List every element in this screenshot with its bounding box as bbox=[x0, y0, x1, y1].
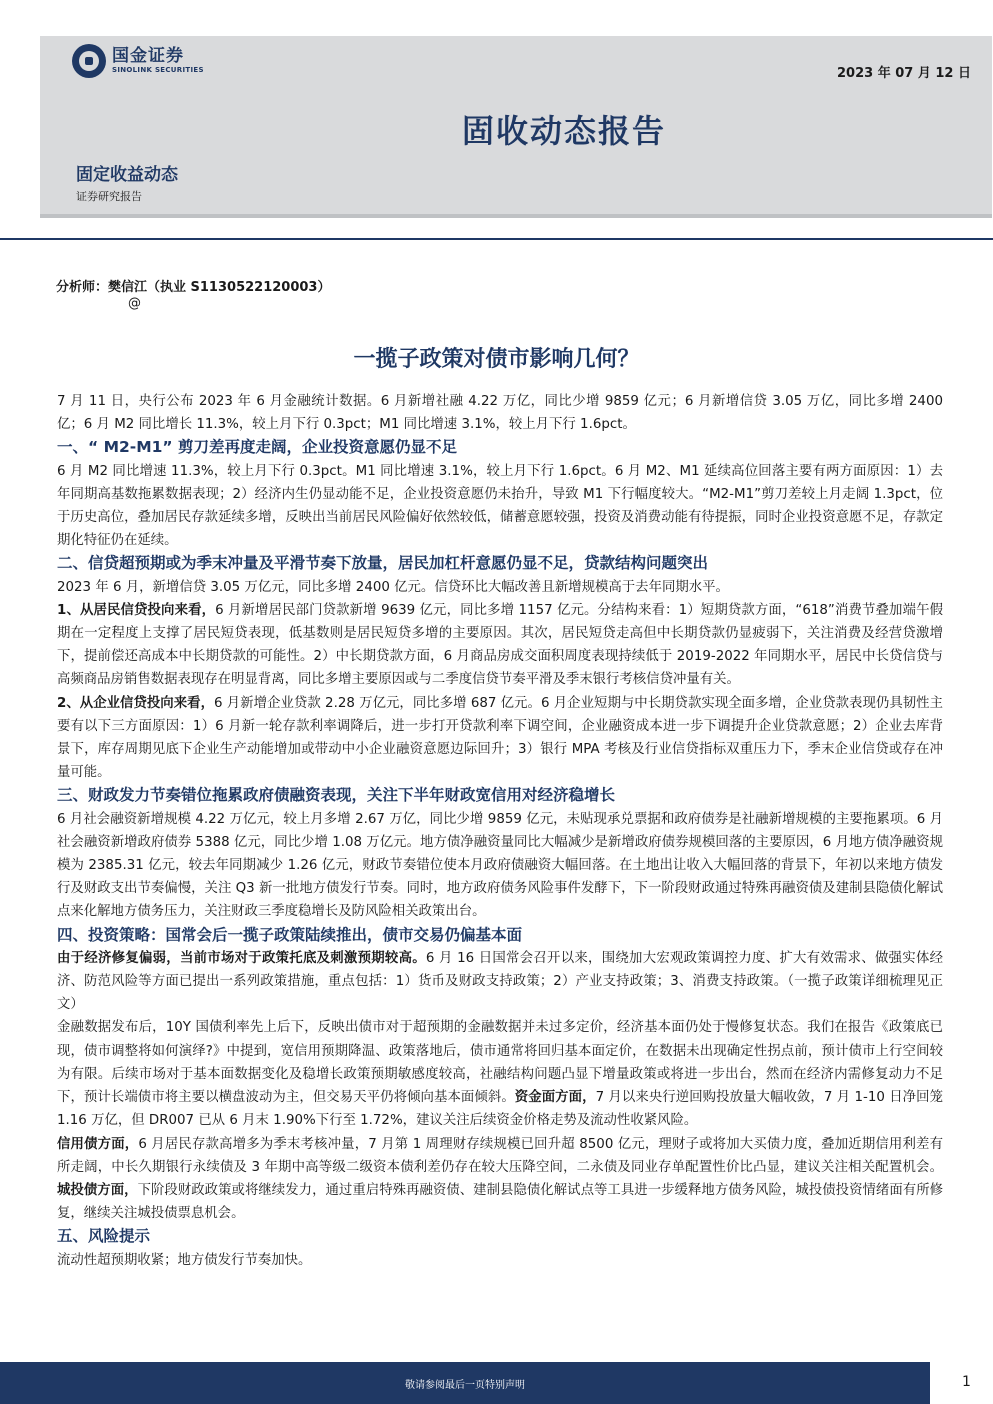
section-1-heading: 一、“ M2-M1” 剪刀差再度走阔，企业投资意愿仍显不足 bbox=[57, 438, 458, 457]
logo-cn: 国金证券 bbox=[112, 46, 184, 66]
section-4-paragraph-3 bbox=[57, 1133, 943, 1226]
logo-text bbox=[112, 47, 204, 75]
main-title: 一揽子政策对债市影响几何？ bbox=[353, 347, 640, 372]
logo-en: SINOLINK SECURITIES bbox=[112, 66, 204, 74]
logo-mark-icon bbox=[72, 44, 106, 78]
report-type: 证券研究报告 bbox=[76, 190, 142, 203]
section-2-heading: 二、信贷超预期或为季末冲量及平滑节奏下放量，居民加杠杆意愿仍显不足，贷款结构问题突出 bbox=[57, 554, 709, 573]
section-4-text-policy: 6 月 16 日国常会召开以来，围绕加大宏观政策调控力度、扩大有效需求、做强实体经济、防范风险等方面已提出一系列政策措施，重点包括：1）货币及财政支持政策；2）产业支持政策；3、消费支持政策。（一揽子政策详细梳理见正文） bbox=[57, 950, 944, 1013]
page-number: 1 bbox=[962, 1374, 971, 1390]
company-logo bbox=[72, 44, 204, 78]
section-4-text-lgfv: 下阶段财政政策或将继续发力，通过重启特殊再融资债、建制县隐债化解试点等工具进一步缓释地方债务风险，城投债投资情绪面有所修复，继续关注城投债票息机会。 bbox=[57, 1182, 944, 1222]
header-shadow bbox=[40, 214, 992, 218]
section-3-heading: 三、财政发力节奏错位拖累政府债融资表现，关注下半年财政宽信用对经济稳增长 bbox=[57, 786, 616, 805]
section-4-lead-credit: 信用债方面， bbox=[57, 1136, 139, 1152]
section-2-paragraph-2 bbox=[57, 599, 943, 692]
section-2-text-household: 6 月新增居民部门贷款新增 9639 亿元，同比多增 1157 亿元。分结构来看：1）短期贷款方面，“618”消费节叠加端午假期在一定程度上支撑了居民短贷表现，低基数则是居民短贷多增的主要原因。其次，居民短贷走高但中长期贷款仍显疲弱下，关注消费及经营贷激增下，提前偿还高成本中长期贷款的可能性。2）中长期贷款方面，6 月商品房成交面积周度表现持续低于 2019-2022 年同期水平，居民中长贷信贷与高频商品房销售数据表现存在明显背离，同比多增主要原因或与二季度信贷节奏平滑及季末银行考核信贷冲量有关。 bbox=[57, 602, 943, 688]
footer-disclaimer: 敬请参阅最后一页特别声明 bbox=[405, 1380, 525, 1391]
section-5-paragraph: 流动性超预期收紧；地方债发行节奏加快。 bbox=[57, 1252, 312, 1268]
section-4-paragraph-2 bbox=[57, 1016, 943, 1132]
analyst-line: 分析师：樊信江（执业 S1130522120003） bbox=[56, 280, 331, 295]
section-4-lead-lgfv: 城投债方面， bbox=[57, 1182, 138, 1198]
section-2-text-corporate: 6 月新增企业贷款 2.28 万亿元，同比多增 687 亿元。6 月企业短期与中长期贷款实现全面多增，企业贷款表现仍具韧性主要有以下三方面原因：1）6 月新一轮存款利率调降后，进一步打开贷款利率下调空间，企业融资成本进一步下调提升企业贷款意愿；2）企业去库背景下，库存周期见底下企业生产动能增加或带动中小企业融资意愿边际回升；3）银行 MPA 考核及行业信贷指标双重压力下，季末企业信贷或存在冲量可能。 bbox=[57, 695, 943, 781]
report-date: 2023 年 07 月 12 日 bbox=[837, 66, 971, 81]
section-2-paragraph-1: 2023 年 6 月，新增信贷 3.05 万亿元，同比多增 2400 亿元。信贷环比大幅改善且新增规模高于去年同期水平。 bbox=[57, 579, 729, 595]
analyst-email: @ bbox=[128, 296, 141, 311]
section-4-paragraph-1 bbox=[57, 947, 943, 1017]
section-2-lead-household: 1、从居民信贷投向来看， bbox=[57, 602, 216, 618]
section-2-paragraph-3 bbox=[57, 692, 943, 785]
section-2-lead-corporate: 2、从企业信贷投向来看， bbox=[57, 695, 214, 711]
section-4-text-rates: 金融数据发布后，10Y 国债利率先上后下，反映出债市对于超预期的金融数据并未过多定价，经济基本面仍处于慢修复状态。我们在报告《政策底已现，债市调整将如何演绎?》中提到，宽信用预期降温、政策落地后，债市通常将回归基本面定价，在数据未出现确定性拐点前，预计债市上行空间较为有限。后续市场对于基本面数据变化及稳增长政策预期敏感度较高，社融结构问题凸显下增量政策或将进一步出台，然而在经济内需修复动力不足下，预计长端债市将主要以横盘波动为主，但交易天平仍将倾向基本面倾斜。 bbox=[57, 1020, 943, 1106]
section-4-text-liquidity: 7 月以来央行逆回购投放量大幅收敛，7 月 1-10 日净回笼 1.16 万亿，但 DR007 已从 6 月末 1.90%下行至 1.72%，建议关注后续资金价格走势及流动性收紧风险。 bbox=[57, 1090, 943, 1129]
header-rule bbox=[0, 238, 993, 240]
section-4-lead-policy: 由于经济修复偏弱，当前市场对于政策托底及刺激预期较高。 bbox=[57, 950, 426, 966]
report-subtitle: 固定收益动态 bbox=[76, 165, 178, 185]
section-3-paragraph: 6 月社会融资新增规模 4.22 万亿元，较上月多增 2.67 万亿，同比少增 9859 亿元，未贴现承兑票据和政府债券是社融新增规模的主要拖累项。6 月社会融资新增政府债券 5388 亿元，同比少增 1.08 万亿元。地方债净融资量同比大幅减少是新增政府债券规模回落的主要原因，6 月地方债净融资规模为 2385.31 亿元，较去年同期减少 1.26 亿元，财政节奏错位使本月政府债融资大幅回落。在土地出让收入大幅回落的背景下，年初以来地方债发行及财政支出节奏偏慢，关注 Q3 新一批地方债发行节奏。同时，地方政府债务风险事件发酵下，下一阶段财政通过特殊再融资债及建制县隐债化解试点来化解地方债务压力，关注财政三季度稳增长及防风险相关政策出台。 bbox=[57, 811, 943, 920]
section-1-paragraph: 6 月 M2 同比增速 11.3%，较上月下行 0.3pct。M1 同比增速 3.1%，较上月下行 1.6pct。6 月 M2、M1 延续高位回落主要有两方面原因：1）去年同期高基数拖累数据表现；2）经济内生仍显动能不足，企业投资意愿仍未抬升，导致 M1 下行幅度较大。“M2-M1”剪刀差较上月走阔 1.3pct，位于历史高位，叠加居民存款延续多增，反映出当前居民风险偏好依然较低，储蓄意愿较强，投资及消费动能有待提振，同时企业投资意愿不足，存款定期化特征仍在延续。 bbox=[57, 463, 943, 549]
report-body bbox=[57, 390, 943, 1272]
section-5-heading: 五、风险提示 bbox=[57, 1227, 151, 1246]
report-title: 固收动态报告 bbox=[462, 112, 667, 150]
section-4-text-credit: 6 月居民存款高增多为季末考核冲量，7 月第 1 周理财存续规模已回升超 8500 亿元，理财子或将加大买债力度，叠加近期信用利差有所走阔，中长久期银行永续债及 3 年期中高等级二级资本债利差仍存在较大压降空间，二永债及同业存单配置性价比凸显，建议关注相关配置机会。 bbox=[57, 1136, 944, 1175]
section-4-heading: 四、投资策略：国常会后一揽子政策陆续推出，债市交易仍偏基本面 bbox=[57, 925, 523, 944]
section-4-lead-liquidity: 资金面方面， bbox=[514, 1090, 596, 1106]
intro-paragraph: 7 月 11 日，央行公布 2023 年 6 月金融统计数据。6 月新增社融 4.22 万亿，同比少增 9859 亿元；6 月新增信贷 3.05 万亿，同比多增 2400 亿；6 月 M2 同比增长 11.3%，较上月下行 0.3pct；M1 同比增速 3.1%，较上月下行 1.6pct。 bbox=[57, 394, 943, 433]
